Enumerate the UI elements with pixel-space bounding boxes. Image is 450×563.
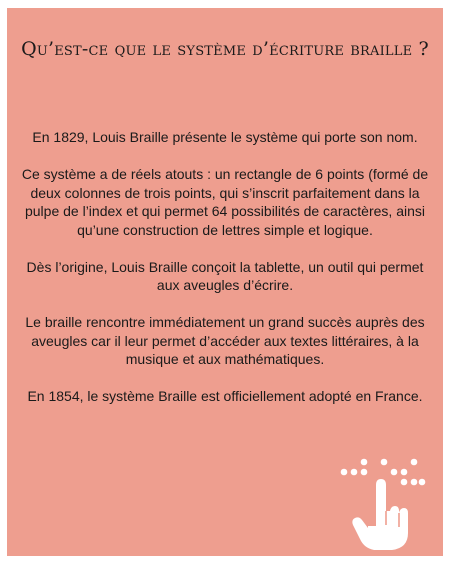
paragraph-4: Le braille rencontre immédiatement un grand succès auprès des aveugles car il leur permet d’accéder aux textes littéraires, à la musique et aux mathématiques. (25, 314, 425, 367)
paragraph-1: En 1829, Louis Braille présente le système qui porte son nom. (32, 129, 418, 145)
paragraph-2: Ce système a de réels atouts : un rectangle de 6 points (formé de deux colonnes de trois points, qui s’inscrit parfaitement dans la pulpe de l’index et qui permet 64 possibilités de caractères, ainsi qu’une construction de lettres simple et logique. (21, 166, 429, 238)
body-text (17, 128, 433, 424)
braille-reading-hand-icon (332, 453, 432, 553)
info-card (7, 8, 443, 556)
paragraph-3: Dès l’origine, Louis Braille conçoit la tablette, un outil qui permet aux aveugles d’écrire. (26, 258, 424, 293)
page-title: Qu’est-ce que le système d’écriture braille ? (21, 38, 429, 60)
paragraph-5: En 1854, le système Braille est officiellement adopté en France. (27, 388, 423, 404)
